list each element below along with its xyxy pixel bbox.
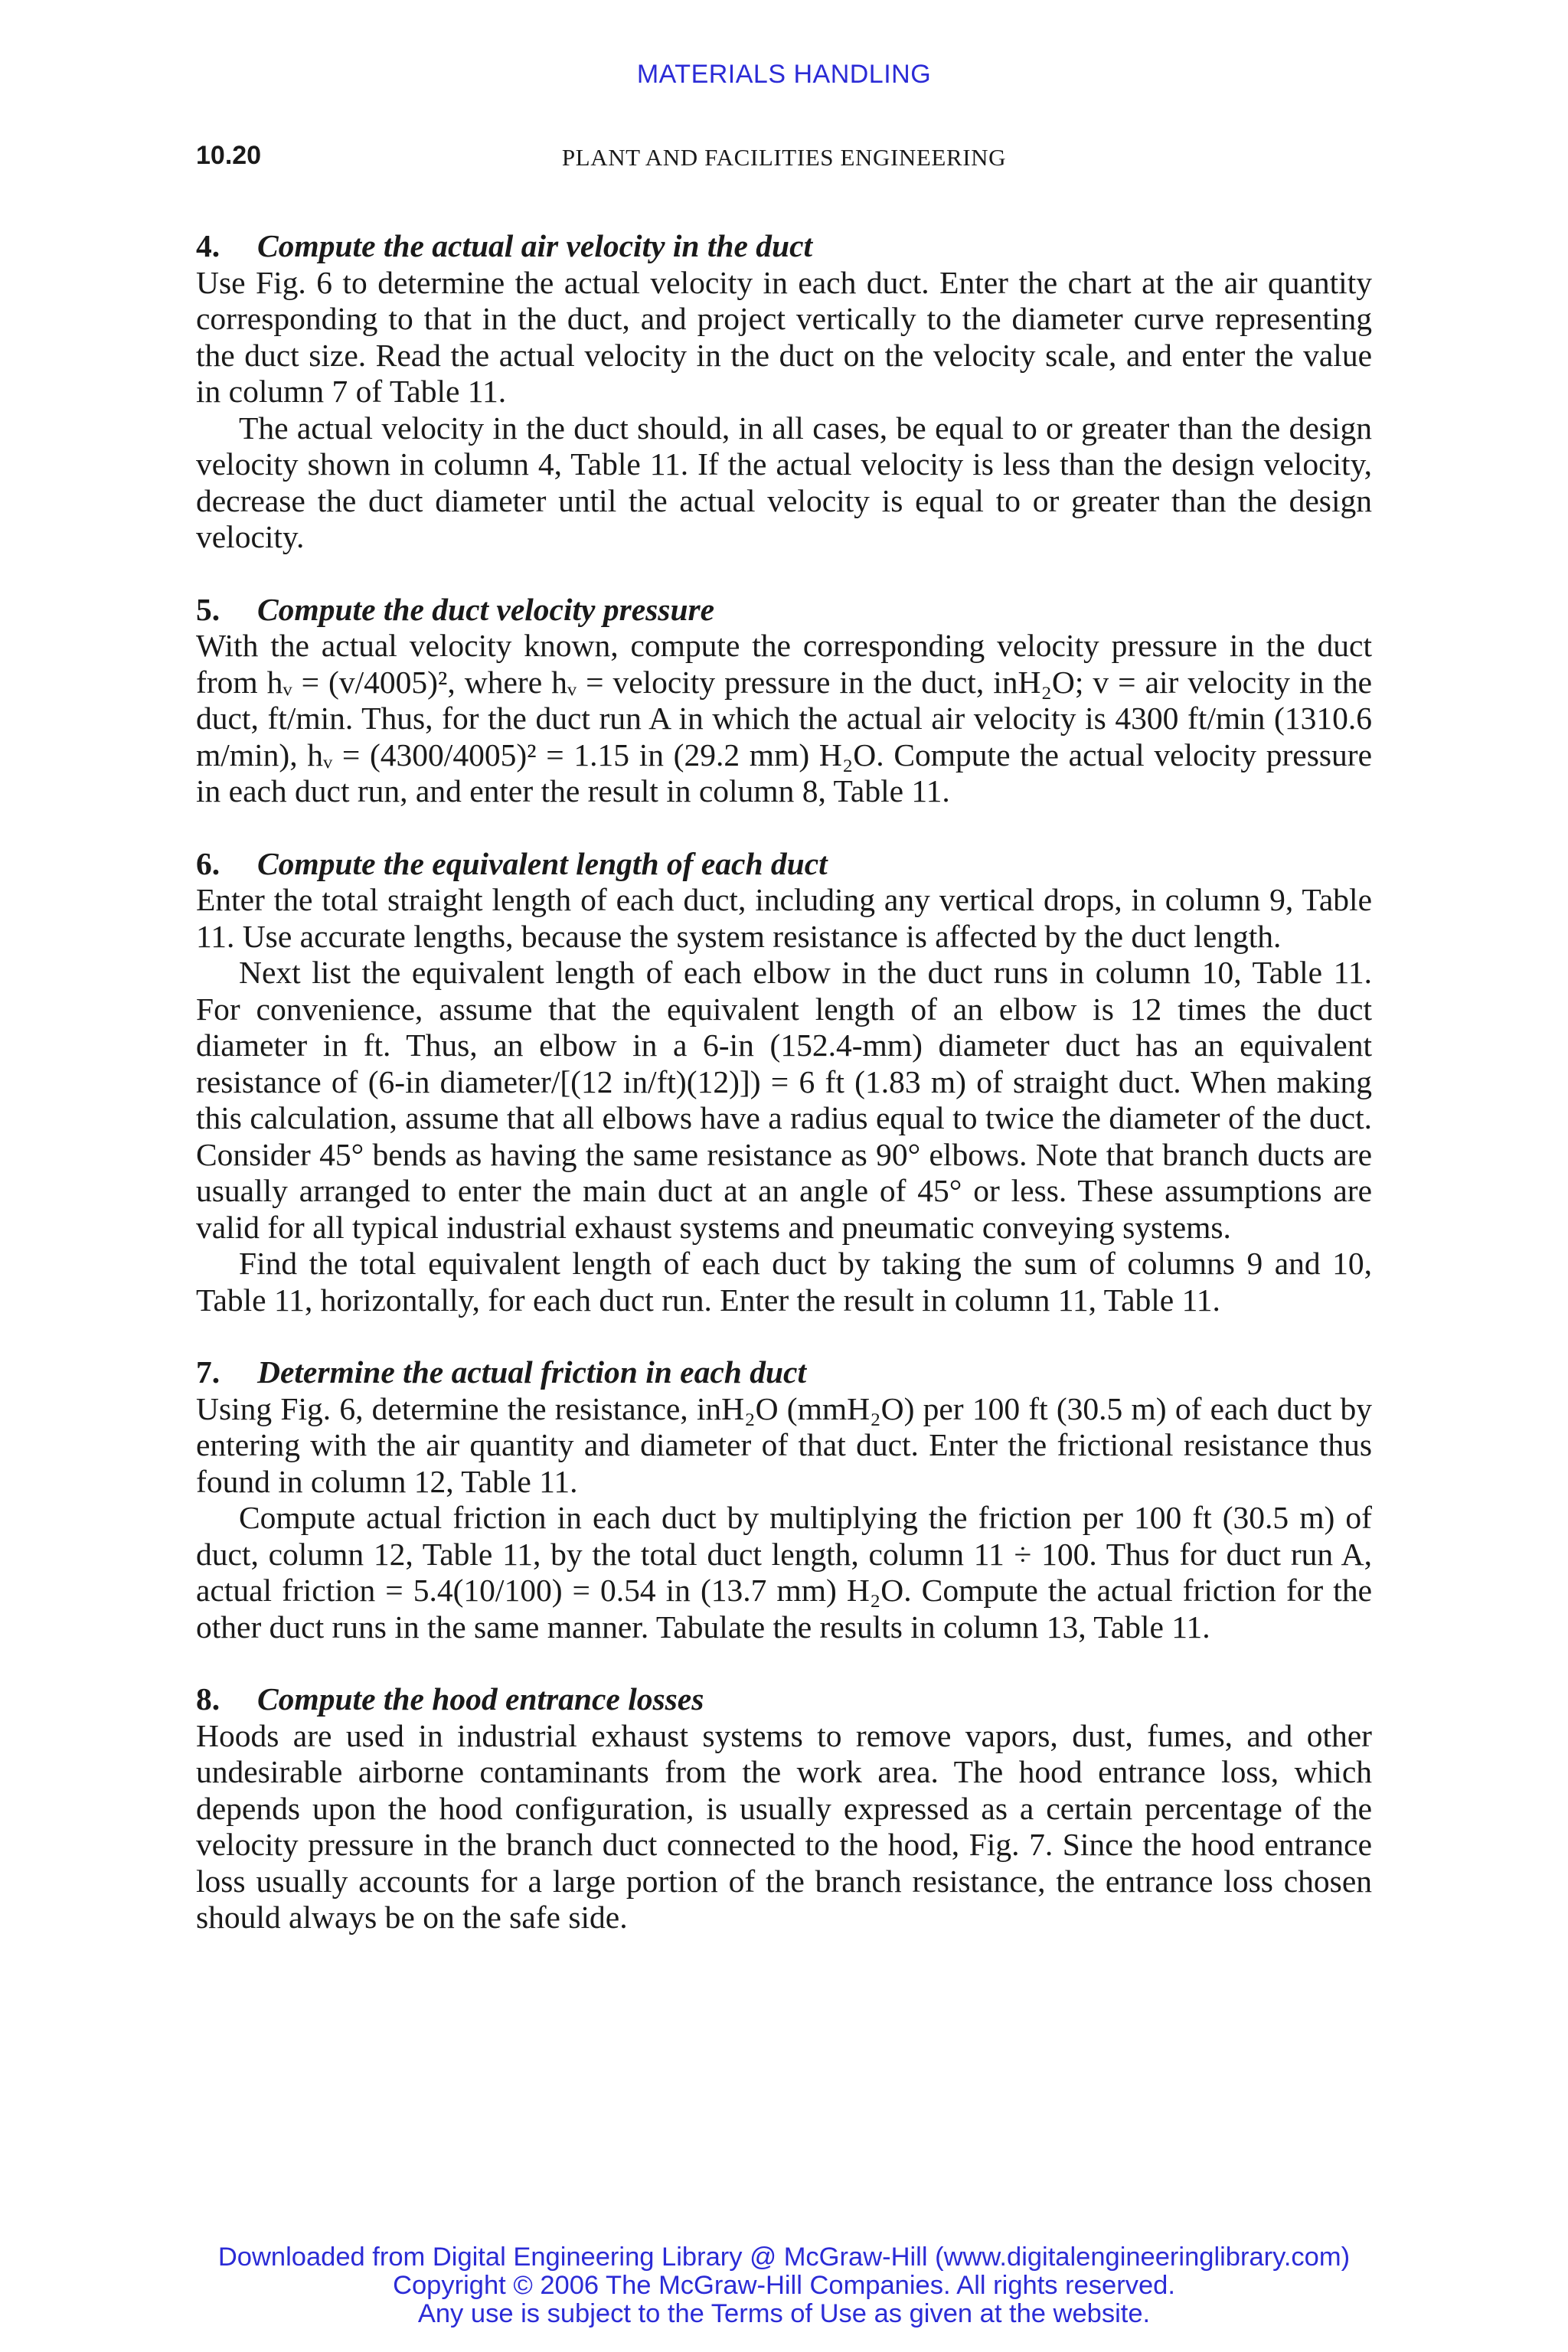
section-5: [196, 592, 1372, 810]
footer-terms-line: Any use is subject to the Terms of Use as given at the website.: [417, 2299, 1151, 2328]
paragraph: Compute actual friction in each duct by multiplying the friction per 100 ft (30.5 m) of duct, column 12, Table 11, by the total duct length, column 11 ÷ 100. Thus for duct run A, actual friction = 5.4(10/100) = 0.54 in (13.7 mm) H₂O. Compute the actual friction for the other duct runs in the same manner. Tabulate the results in column 13, Table 11.: [196, 1500, 1372, 1645]
top-banner: MATERIALS HANDLING: [636, 60, 932, 89]
section-number: 4.: [196, 228, 220, 263]
section-heading: [196, 228, 1372, 265]
paragraph: Using Fig. 6, determine the resistance, inH₂O (mmH₂O) per 100 ft (30.5 m) of each duct by entering with the air quantity and diameter of that duct. Enter the frictional resistance thus found in column 12, Table 11.: [196, 1390, 1372, 1499]
book-title: PLANT AND FACILITIES ENGINEERING: [561, 144, 1007, 171]
section-number: 5.: [196, 591, 220, 627]
section-title: Compute the duct velocity pressure: [257, 591, 715, 627]
section-heading: [196, 846, 1372, 883]
running-head: [196, 141, 1372, 176]
section-heading: [196, 592, 1372, 629]
footer-copyright-line: Copyright © 2006 The McGraw-Hill Companies. All rights reserved.: [393, 2271, 1175, 2300]
page-body: [196, 228, 1372, 1972]
section-7: [196, 1354, 1372, 1645]
section-4: [196, 228, 1372, 556]
section-6: [196, 846, 1372, 1319]
section-number: 6.: [196, 845, 220, 881]
footer: [0, 2243, 1568, 2328]
footer-download-line: Downloaded from Digital Engineering Library @ McGraw-Hill (www.digitalengineeringlibrary.com): [217, 2243, 1351, 2272]
paragraph: Use Fig. 6 to determine the actual velocity in each duct. Enter the chart at the air quantity corresponding to that in the duct, and project vertically to the diameter curve representing the duct size. Read the actual velocity in the duct on the velocity scale, and enter the value in column 7 of Table 11.: [196, 264, 1372, 409]
paragraph: The actual velocity in the duct should, in all cases, be equal to or greater than the design velocity shown in column 4, Table 11. If the actual velocity is less than the design velocity, decrease the duct diameter until the actual velocity is equal to or greater than the design velocity.: [196, 410, 1372, 554]
paragraph: Next list the equivalent length of each elbow in the duct runs in column 10, Table 11. For convenience, assume that the equivalent length of an elbow is 12 times the duct diameter in ft. Thus, an elbow in a 6-in (152.4-mm) diameter duct has an equivalent resistance of (6-in diameter/[(12 in/ft)(12)]) = 6 ft (1.83 m) of straight duct. When making this calculation, assume that all elbows have a radius equal to twice the diameter of the duct. Consider 45° bends as having the same resistance as 90° elbows. Note that branch ducts are usually arranged to enter the main duct at an angle of 45° or less. These assumptions are valid for all typical industrial exhaust systems and pneumatic conveying systems.: [196, 955, 1372, 1245]
section-8: [196, 1681, 1372, 1936]
paragraph: With the actual velocity known, compute the corresponding velocity pressure in the duct from hᵥ = (v/4005)², where hᵥ = velocity pressure in the duct, inH₂O; v = air velocity in the duct, ft/min. Thus, for the duct run A in which the actual air velocity is 4300 ft/min (1310.6 m/min), hᵥ = (4300/4005)² = 1.15 in (29.2 mm) H₂O. Compute the actual velocity pressure in each duct run, and enter the result in column 8, Table 11.: [196, 628, 1372, 808]
section-number: 7.: [196, 1354, 220, 1390]
paragraph: Hoods are used in industrial exhaust systems to remove vapors, dust, fumes, and other undesirable airborne contaminants from the work area. The hood entrance loss, which depends upon the hood configuration, is usually expressed as a certain percentage of the velocity pressure in the branch duct connected to the hood, Fig. 7. Since the hood entrance loss usually accounts for a large portion of the branch resistance, the entrance loss chosen should always be on the safe side.: [196, 1717, 1372, 1935]
section-title: Compute the actual air velocity in the duct: [257, 228, 813, 263]
page-number: 10.20: [196, 141, 262, 170]
section-title: Determine the actual friction in each duct: [257, 1354, 807, 1390]
paragraph: Find the total equivalent length of each duct by taking the sum of columns 9 and 10, Table 11, horizontally, for each duct run. Enter the result in column 11, Table 11.: [196, 1246, 1372, 1318]
section-number: 8.: [196, 1681, 220, 1717]
section-heading: [196, 1354, 1372, 1391]
section-heading: [196, 1681, 1372, 1718]
section-title: Compute the equivalent length of each duct: [257, 845, 828, 881]
paragraph: Enter the total straight length of each duct, including any vertical drops, in column 9, Table 11. Use accurate lengths, because the system resistance is affected by the duct length.: [196, 882, 1372, 954]
section-title: Compute the hood entrance losses: [257, 1681, 704, 1717]
